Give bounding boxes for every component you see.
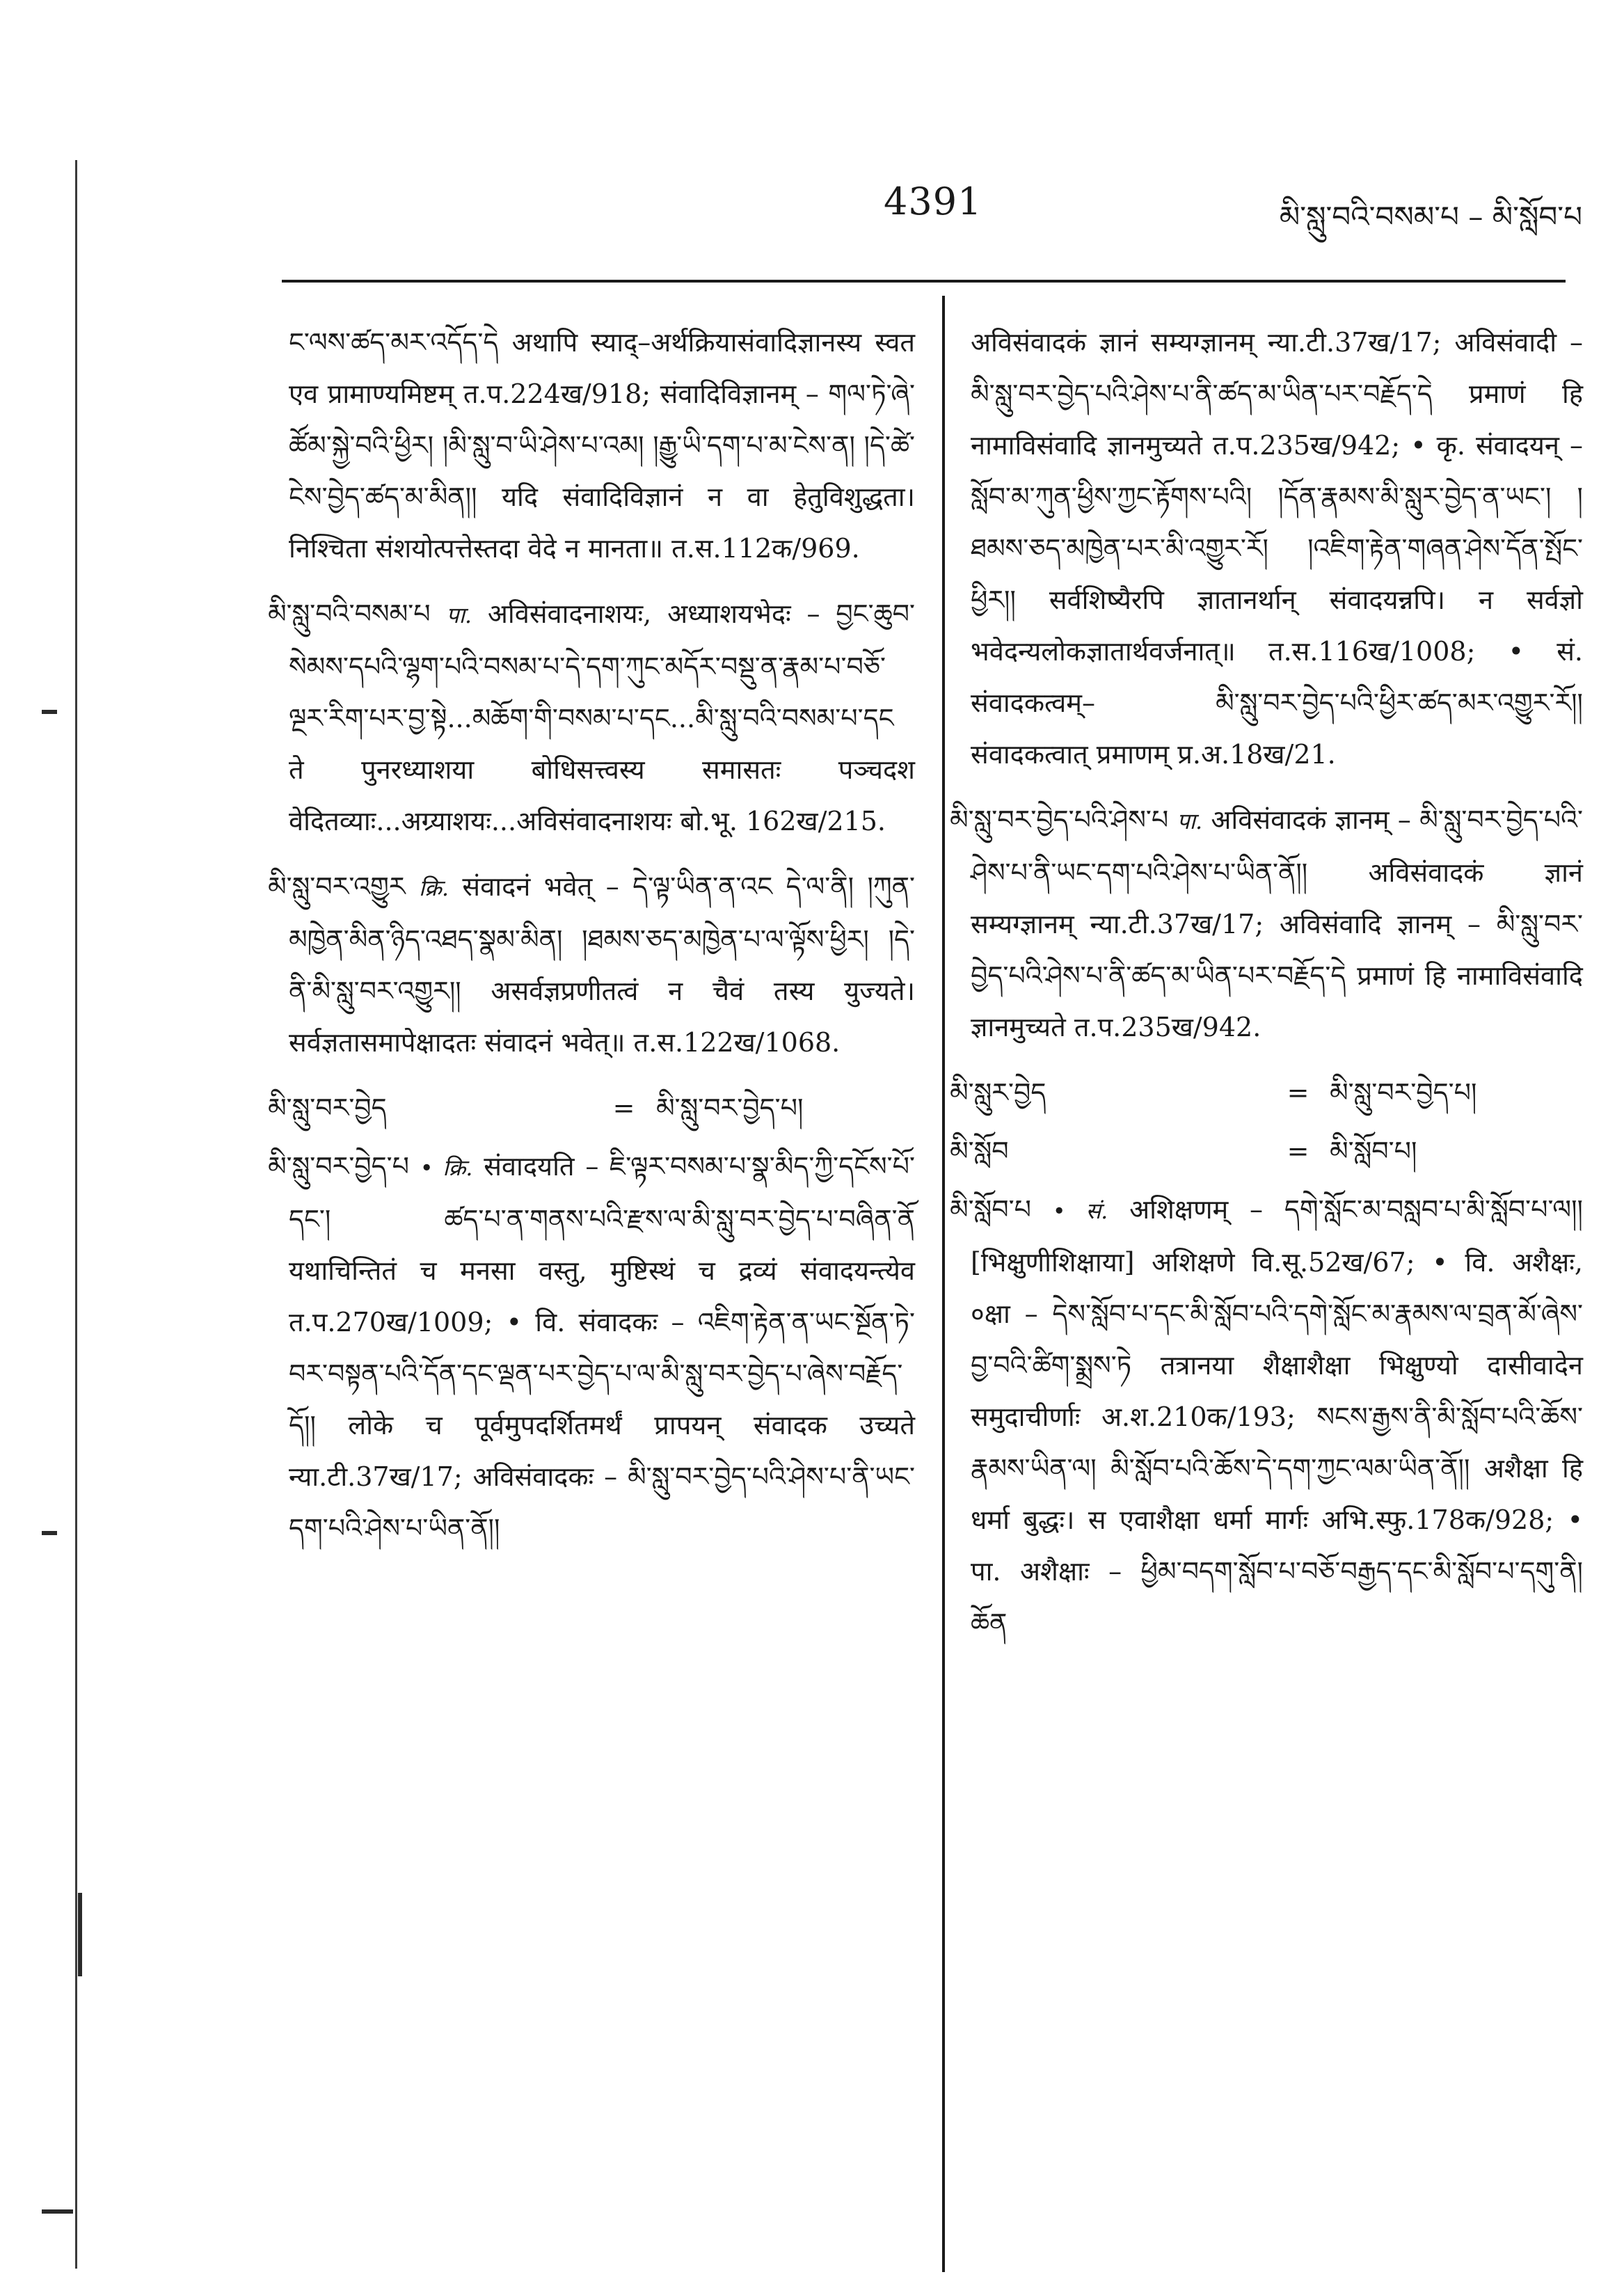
dictionary-entry — [950, 1184, 1583, 1649]
dictionary-entry — [268, 1141, 915, 1554]
entry-text: अविसंवादनाशयः, अध्याशयभेदः – བྱང་ཆུབ་སེམས་དཔའི་ལྷག་པའི་བསམ་པ་དེ་དག་ཀུང་མདོར་བསྡུ་ན་རྣམ་པ་བཅོ་ལྔར་རིག་པར་བྱ་སྟེ...མཆོག་གི་བསམ་པ་དང...མི་སླུ་བའི་བསམ་པ་དང ते पुनरध्याशया बोधिसत्त्वस्य समासतः पञ्चदश वेदितव्याः...अग्र्याशयः...अविसंवादनाशयः बो.भू. 162ख/215. — [289, 598, 915, 836]
entry-continuation — [971, 317, 1583, 780]
dictionary-entry — [268, 588, 915, 847]
entry-text: अशिक्षणम् – དགེ་སློང་མ་བསླབ་པ་མི་སློབ་པ་ལ།། [भिक्षुणीशिक्षाया] अशिक्षणे वि.सू.52ख/67; • वि. अशैक्षः, ०क्षा – དེས་སློབ་པ་དང་མི་སློབ་པའི་དགེ་སློང་མ་རྣམས་ལ་བྲན་མོ་ཞེས་བྱ་བའི་ཚིག་སྨྲས་ཏེ तत्रानया शैक्षाशैक्षा भिक्षुण्यो दासीवादेन समुदाचीर्णाः अ.श.210क/193; སངས་རྒྱས་ནི་མི་སློབ་པའི་ཆོས་རྣམས་ཡིན་ལ། མི་སློབ་པའི་ཆོས་དེ་དག་ཀྱང་ལམ་ཡིན་ནོ།། अशैक्षा हि धर्मा बुद्धः। स एवाशैक्षा धर्मा मार्गः अभि.स्फु.178क/928; • पा. अशैक्षाः – ཕྱིམ་བདག་སློབ་པ་བཅོ་བརྒྱད་དང་མི་སློབ་པ་དགུ་ནི། ཆོན — [971, 1194, 1583, 1638]
scan-margin-mark — [42, 710, 57, 714]
dictionary-entry — [950, 794, 1583, 1053]
cross-ref-headword: མི་སླུ་བར་བྱེད — [268, 1093, 387, 1123]
cross-ref-target: མི་སླུ་བར་བྱེད་པ། — [656, 1093, 804, 1123]
entry-pos-tag: पा. — [446, 602, 472, 628]
scan-margin-mark — [42, 2209, 73, 2214]
entry-text: संवादयति – ཇི་ལྟར་བསམ་པ་སྣ་མིད་ཀྱི་དངོས་པོ་དང་། ཚད་པ་ན་གནས་པའི་རྫས་ལ་མི་སླུ་བར་བྱེད་པ་བཞིན་ནོ यथाचिन्तितं च मनसा वस्तु, मुष्टिस्थं च द्रव्यं संवादयन्त्येव त.प.270ख/1009; • वि. संवादकः – འཇིག་རྟེན་ན་ཡང་སྔོན་ཏེ་བར་བསྟན་པའི་དོན་དང་ལྡན་པར་བྱེད་པ་ལ་མི་སླུ་བར་བྱེད་པ་ཞེས་བརྗོད་དོ།། लोके च पूर्वमुपदर्शितमर्थं प्रापयन् संवादक उच्यते न्या.टी.37ख/17; अविसंवादकः – མི་སླུ་བར་བྱེད་པའི་ཤེས་པ་ནི་ཡང་དག་པའི་ཤེས་པ་ཡིན་ནོ།། — [289, 1151, 915, 1543]
entry-text: अविसंवादकं ज्ञानम् – མི་སླུ་བར་བྱེད་པའི་ཤེས་པ་ནི་ཡང་དག་པའི་ཤེས་པ་ཡིན་ནོ།། अविसंवादकं ज्ञानं सम्यग्ज्ञानम् न्या.टी.37ख/17; अविसंवादि ज्ञानम् – མི་སླུ་བར་བྱེད་པའི་ཤེས་པ་ནི་ཚད་མ་ཡིན་པར་བརྗོད་དེ प्रमाणं हि नामाविसंवादि ज्ञानमुच्यते त.प.235ख/942. — [971, 804, 1583, 1042]
cross-ref-headword: མི་སློབ — [950, 1136, 1009, 1166]
cross-ref-headword: མི་སླུར་བྱེད — [950, 1077, 1046, 1108]
entry-headword: མི་སླུ་བར་བྱེད་པའི་ཤེས་པ — [950, 804, 1169, 835]
cross-ref-target: མི་སླུ་བར་བྱེད་པ། — [1330, 1077, 1477, 1108]
cross-reference-entry — [950, 1067, 1583, 1118]
dictionary-entry — [268, 861, 915, 1068]
cross-reference-entry — [950, 1125, 1583, 1177]
cross-ref-equals: = — [1287, 1136, 1309, 1166]
right-column — [950, 317, 1583, 2265]
column-divider — [942, 296, 945, 2272]
page-number: 4391 — [884, 180, 982, 223]
entry-text: ང་ལས་ཚད་མར་འདོད་དེ अथापि स्याद्–अर्थक्रियासंवादिज्ञानस्य स्वत एव प्रामाण्यमिष्टम् त.प.224ख/918; संवादिविज्ञानम् – གལ་ཏེ་ཞེ་ཚོམ་སྐྱེ་བའི་ཕྱིར། །མི་སླུ་བ་ཡི་ཤེས་པ་འམ། །རྒྱུ་ཡི་དག་པ་མ་ངེས་ན། །དེ་ཚེ་ངེས་བྱེད་ཚད་མ་མིན།། यदि संवादिविज्ञानं न वा हेतुविशुद्धता। निश्चिता संशयोत्पत्तेस्तदा वेदे न मानता॥ त.स.112क/969. — [289, 327, 915, 564]
entry-text: अविसंवादकं ज्ञानं सम्यग्ज्ञानम् न्या.टी.37ख/17; अविसंवादी – མི་སླུ་བར་བྱེད་པའི་ཤེས་པ་ནི་ཚད་མ་ཡིན་པར་བརྗོད་དེ प्रमाणं हि नामाविसंवादि ज्ञानमुच्यते त.प.235ख/942; • कृ. संवादयन् – སློབ་མ་ཀུན་ཕྱིས་ཀྱང་རྟོགས་པའི། །དོན་རྣམས་མི་སླུར་བྱེད་ན་ཡང་། །ཐམས་ཅད་མཁྱེན་པར་མི་འགྱུར་རོ། །འཇིག་རྟེན་གཞན་ཤེས་དོན་སྤོང་ཕྱིར།། सर्वशिष्यैरपि ज्ञातानर्थान् संवादयन्नपि। न सर्वज्ञो भवेदन्यलोकज्ञातार्थवर्जनात्॥ त.स.116ख/1008; • सं. संवादकत्वम्– མི་སླུ་བར་བྱེད་པའི་ཕྱིར་ཚད་མར་འགྱུར་རོ།། संवादकत्वात् प्रमाणम् प्र.अ.18ख/21. — [971, 327, 1583, 770]
entry-pos-tag: पा. — [1177, 808, 1203, 834]
entry-pos-tag: क्रि. — [418, 875, 449, 901]
entry-headword: མི་སློབ་པ — [950, 1194, 1032, 1225]
scan-left-edge-rule — [75, 160, 77, 2269]
cross-ref-target: མི་སློབ་པ། — [1330, 1136, 1417, 1166]
cross-ref-equals: = — [612, 1093, 635, 1123]
entry-text: संवादनं भवेत् – དེ་ལྟ་ཡིན་ན་འང དེ་ལ་ནི། །ཀུན་མཁྱེན་མིན་ཉིད་འཐད་སྣམ་མིན། །ཐམས་ཅད་མཁྱེན་པ་ལ་ལྟོས་ཕྱིར། །དེ་ནི་མི་སླུ་བར་འགྱུར།། असर्वज्ञप्रणीतत्वं न चैवं तस्य युज्यते। सर्वज्ञतासमापेक्षादतः संवादनं भवेत्॥ त.स.122ख/1068. — [289, 871, 915, 1058]
entry-headword: མི་སླུ་བར་བྱེད་པ — [268, 1151, 409, 1182]
entry-pos-tag: • सं. — [1052, 1198, 1108, 1224]
entry-headword: མི་སླུ་བའི་བསམ་པ — [268, 598, 431, 629]
entry-headword: མི་སླུ་བར་འགྱུར — [268, 871, 406, 902]
running-head: མི་སླུ་བའི་བསམ་པ – མི་སློབ་པ — [1279, 200, 1582, 234]
cross-reference-entry — [268, 1082, 915, 1134]
header-rule — [282, 280, 1566, 283]
scan-margin-mark — [42, 1531, 57, 1535]
left-column — [268, 317, 915, 2265]
cross-ref-equals: = — [1287, 1077, 1309, 1108]
entry-continuation — [289, 317, 915, 574]
scan-margin-mark — [78, 1893, 82, 1976]
entry-pos-tag: • क्रि. — [420, 1154, 473, 1181]
